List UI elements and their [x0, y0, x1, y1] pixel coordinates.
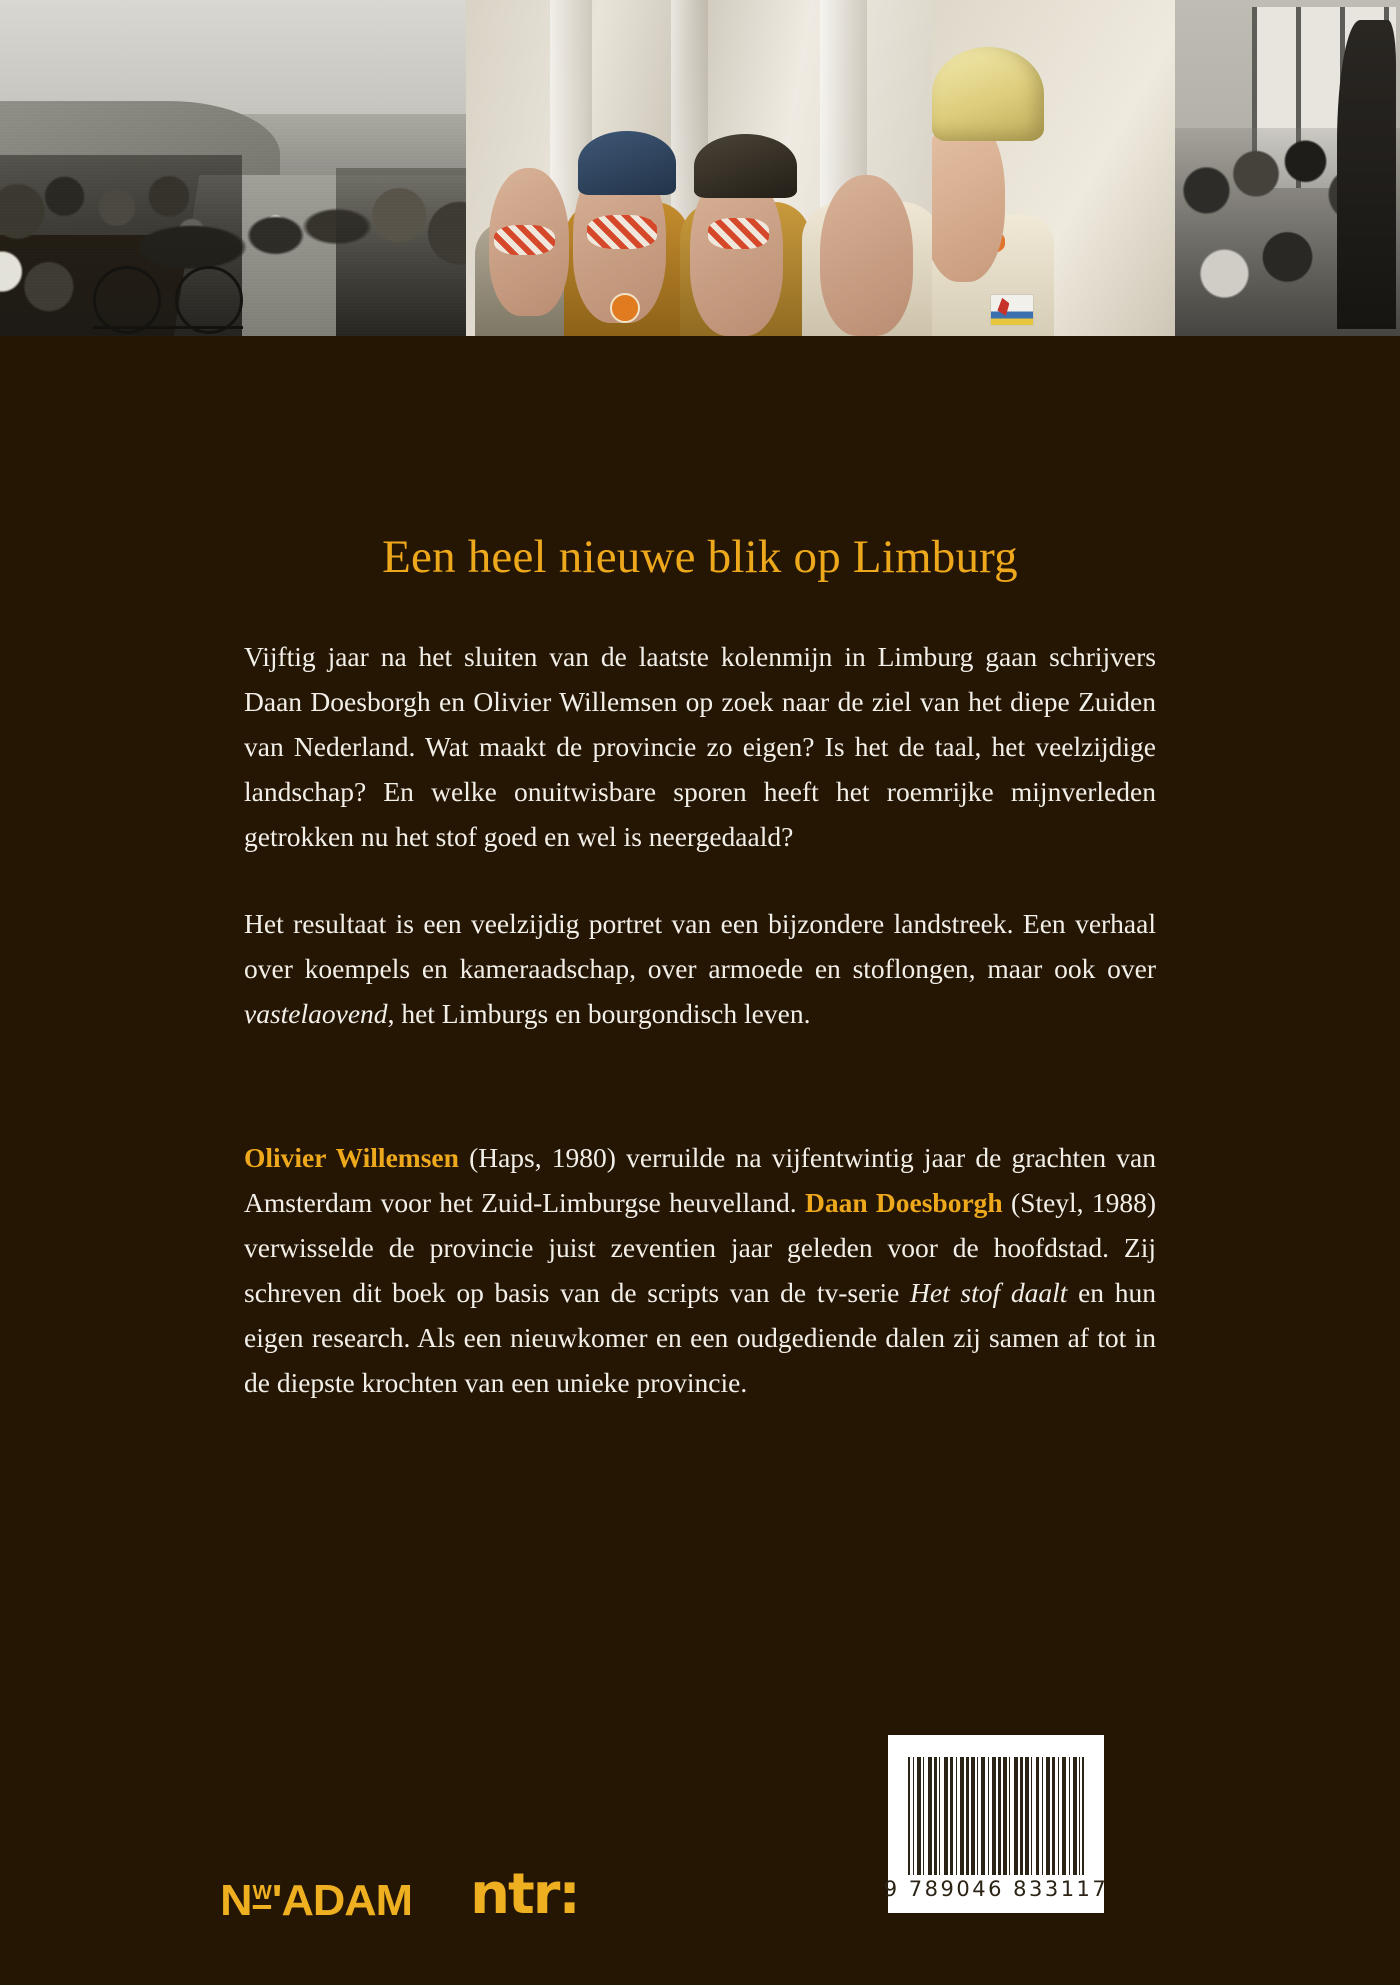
tv-series-title-italic: Het stof daalt [910, 1277, 1068, 1308]
cover-text-content [0, 336, 1400, 1405]
author-name-olivier-willemsen: Olivier Willemsen [244, 1142, 459, 1173]
ntr-logo[interactable]: ntr: [470, 1862, 579, 1927]
miner-badge-icon [610, 293, 640, 323]
blue-mining-helmet [578, 131, 676, 195]
vastelaovend-italic: vastelaovend [244, 998, 388, 1029]
retired-miners-photo [466, 0, 932, 336]
red-neckerchief [494, 225, 555, 255]
author1-bio-text: (Haps, 1980) verruilde na vijfentwintig jaar de grachten van Amsterdam voor het Zuid-Limburgse heuvelland. [244, 1142, 1156, 1218]
isbn-barcode [883, 1735, 1109, 1913]
miner-portrait-region [932, 0, 1175, 336]
red-neckerchief [587, 215, 657, 249]
logo-superscript: W [253, 1883, 271, 1909]
barcode-number: 9 789046 833117 [883, 1877, 1109, 1901]
blurb-block [244, 584, 1156, 1405]
red-neckerchief [708, 218, 769, 248]
classroom-photo [932, 0, 1400, 336]
result-text-part1: Het resultaat is een veelzijdig portret van een bijzondere landstreek. Een verhaal over koempels en kameraadschap, over armoede en stoflongen, maar ook over [244, 908, 1156, 984]
miner-head [820, 175, 913, 336]
cover-footer [0, 1655, 1400, 1985]
author2-bio-text-b: en hun eigen research. Als een nieuwkomer en een oudgediende dalen zij samen af tot in de diepste krochten van een unieke provincie. [244, 1277, 1156, 1398]
classroom-region [1175, 0, 1400, 336]
cycling-race-photo [0, 0, 466, 336]
dark-mining-helmet [694, 134, 797, 198]
photo-strip [0, 0, 1400, 336]
logo-prefix: N [220, 1876, 252, 1925]
result-paragraph [244, 901, 1156, 1036]
film-grain-overlay [0, 0, 466, 336]
result-text-part2: , het Limburgs en bourgondisch leven. [387, 998, 811, 1029]
logo-row [220, 1862, 579, 1927]
nun-teacher [1337, 20, 1395, 329]
logo-suffix: 'ADAM [271, 1876, 413, 1925]
barcode-bars [908, 1757, 1084, 1875]
limburg-flag-patch-icon [990, 294, 1034, 326]
nieuw-amsterdam-logo[interactable] [220, 1876, 413, 1925]
intro-paragraph: Vijftig jaar na het sluiten van de laatste kolenmijn in Limburg gaan schrijvers Daan Doesborgh en Olivier Willemsen op zoek naar de ziel van het diepe Zuiden van Nederland. Wat maakt de provincie zo eigen? Is het de taal, het veelzijdige landschap? En welke onuitwisbare sporen heeft het roemrijke mijnverleden getrokken nu het stof goed en wel is neergedaald? [244, 641, 1156, 852]
author-name-daan-doesborgh: Daan Doesborgh [804, 1187, 1003, 1218]
author2-bio-text-a: (Steyl, 1988) verwisselde de provincie juist zeventien jaar geleden voor de hoofdstad. Zij schreven dit boek op basis van de scripts van de tv-serie [244, 1187, 1156, 1308]
author-bio-paragraph [244, 1078, 1156, 1405]
yellow-mining-helmet [932, 47, 1044, 141]
headline: Een heel nieuwe blik op Limburg [382, 531, 1018, 583]
